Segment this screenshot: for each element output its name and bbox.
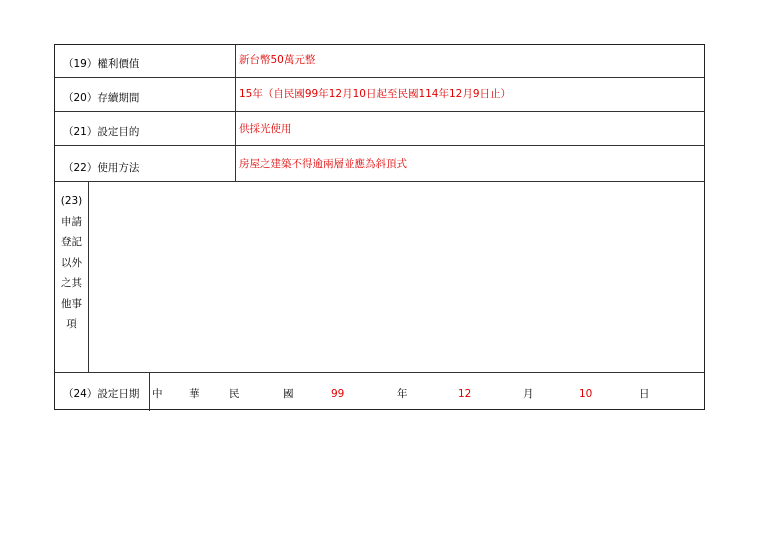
set-date-label: （24）設定日期 <box>63 388 140 400</box>
other-matters-label-line: 以外 <box>61 256 82 269</box>
rights-value-field[interactable]: 新台幣50萬元整 <box>239 54 316 66</box>
month-unit: 月 <box>523 388 534 400</box>
row-divider <box>55 145 704 146</box>
day-unit: 日 <box>639 388 650 400</box>
year-unit: 年 <box>397 388 408 400</box>
usage-method-label: （22）使用方法 <box>63 162 140 174</box>
label-value-divider <box>235 45 236 181</box>
set-date-year-field[interactable]: 99 <box>331 388 345 400</box>
purpose-label: （21）設定目的 <box>63 126 140 138</box>
era-char: 中 <box>152 388 163 400</box>
purpose-field[interactable]: 供採光使用 <box>239 123 292 135</box>
usage-method-field[interactable]: 房屋之建築不得逾兩層並應為斜頂式 <box>239 158 407 170</box>
era-char: 民 <box>229 388 240 400</box>
other-matters-label-line: 申請 <box>61 215 82 228</box>
label-value-divider <box>149 372 150 411</box>
other-matters-label-line: 登記 <box>61 236 82 248</box>
other-matters-label-line: (23) <box>60 195 83 207</box>
other-matters-label-line: 之其 <box>61 277 82 289</box>
era-char: 華 <box>189 388 200 400</box>
label-value-divider <box>88 181 89 372</box>
era-char: 國 <box>283 388 294 400</box>
other-matters-label-line: 項 <box>66 318 77 330</box>
other-matters-label <box>55 191 88 335</box>
row-divider <box>55 77 704 78</box>
land-right-form-table <box>54 44 705 410</box>
set-date-month-field[interactable]: 12 <box>458 388 472 400</box>
rights-value-label: （19）權利價值 <box>63 58 140 70</box>
other-matters-label-line: 他事 <box>61 297 82 310</box>
row-divider <box>55 181 704 182</box>
row-divider <box>55 111 704 112</box>
set-date-day-field[interactable]: 10 <box>579 388 593 400</box>
row-divider <box>55 372 704 373</box>
duration-label: （20）存續期間 <box>63 92 140 104</box>
duration-field[interactable]: 15年（自民國99年12月10日起至民國114年12月9日止） <box>239 88 512 100</box>
